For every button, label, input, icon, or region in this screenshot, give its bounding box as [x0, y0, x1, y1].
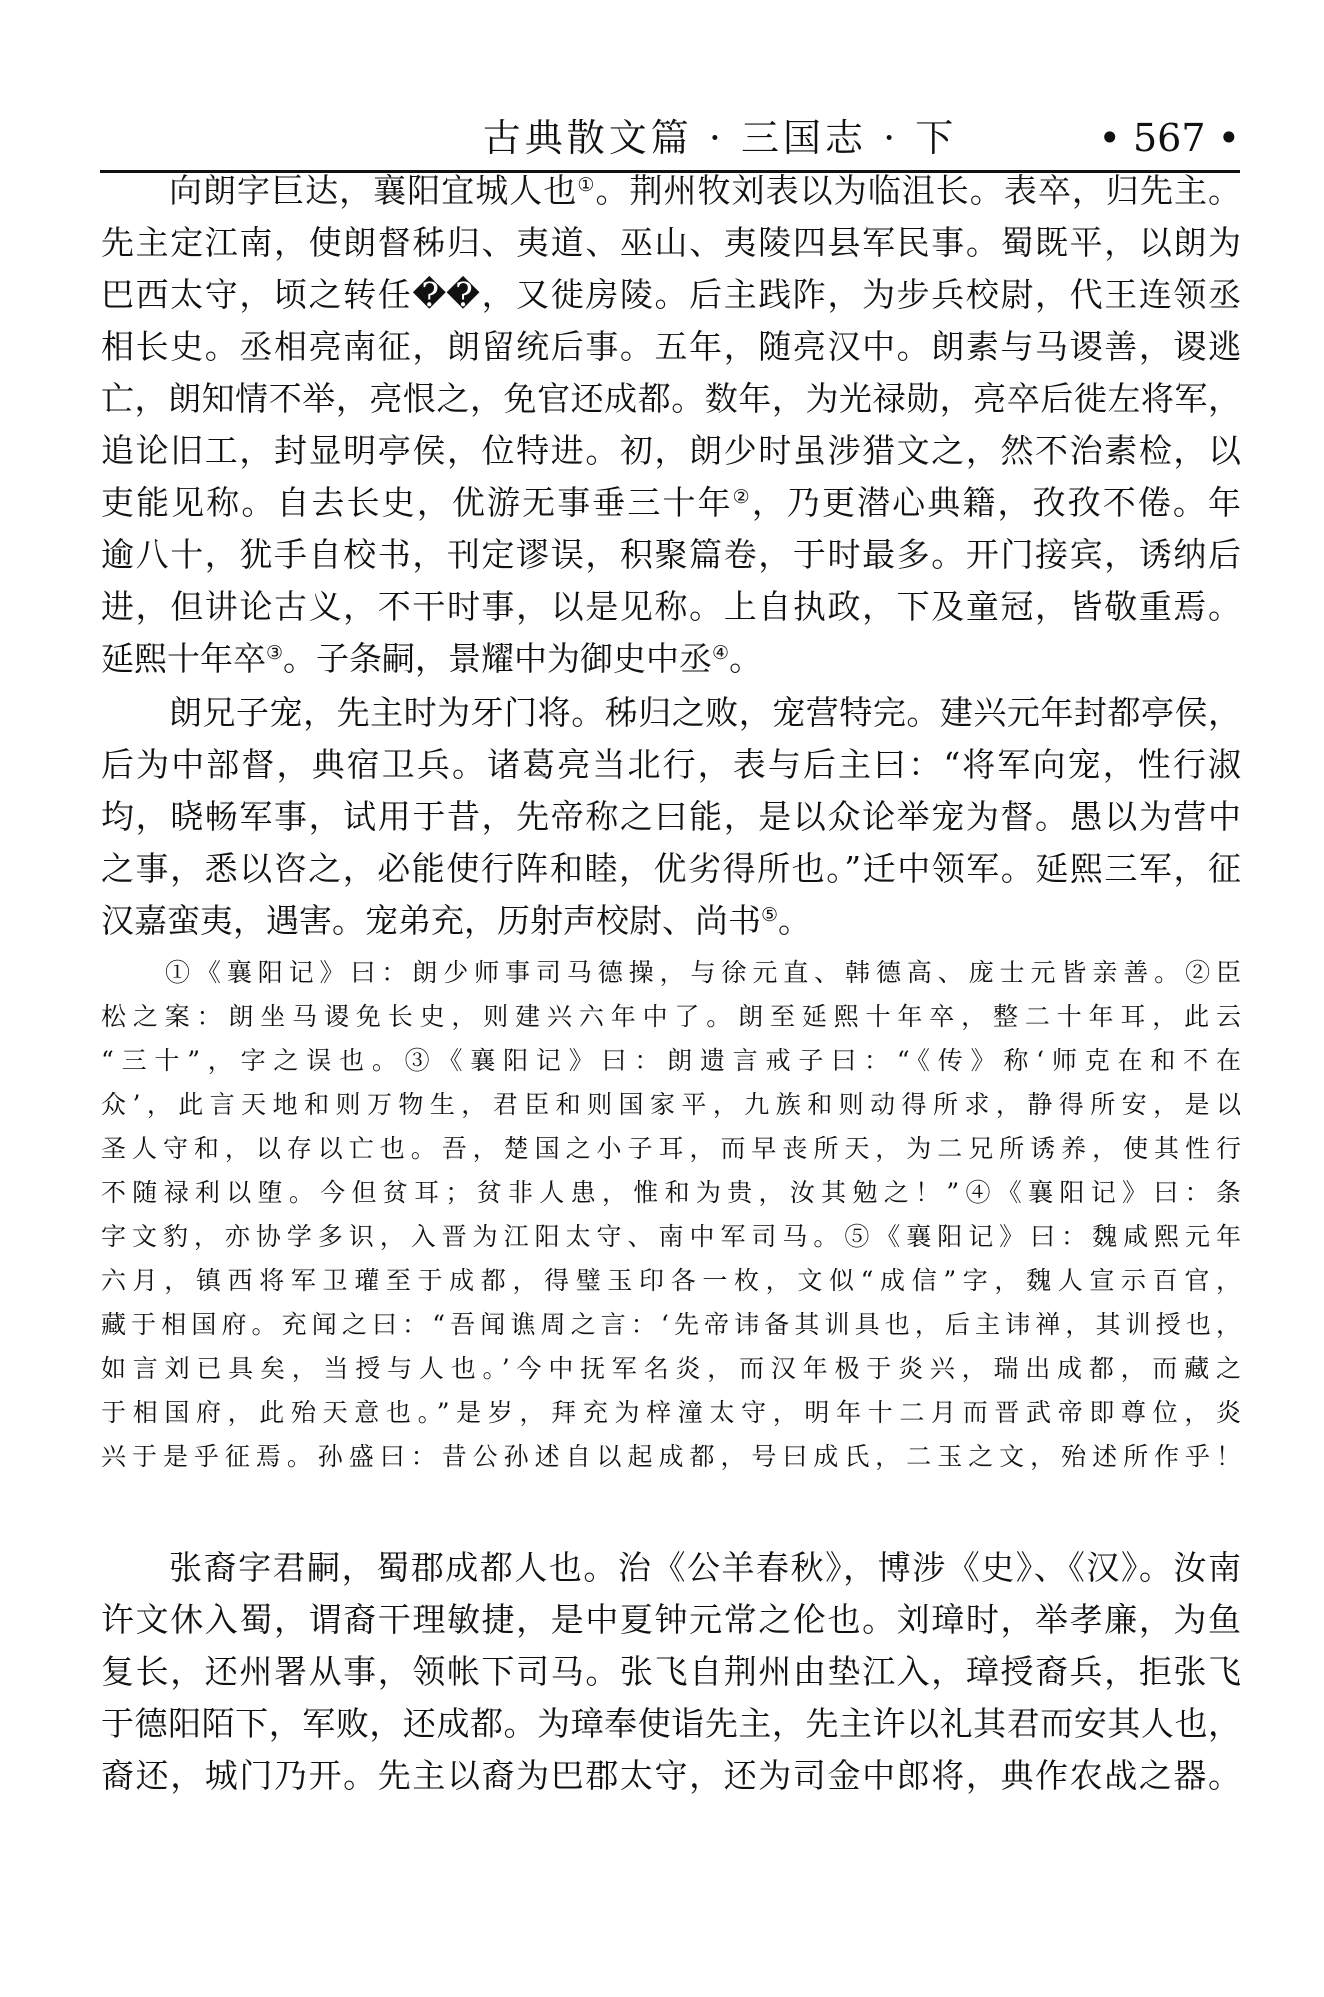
- note-line: “三十”，字之误也。③《襄阳记》曰：朗遗言戒子曰：“《传》称‘师克在和不在: [101, 1046, 1241, 1075]
- body-line: 之事，悉以咨之，必能使行阵和睦，优劣得所也。”迁中领军。延熙三军，征: [101, 849, 1241, 888]
- body-line: 向朗字巨达，襄阳宜城人也①。荆州牧刘表以为临沮长。表卒，归先主。: [169, 171, 1241, 210]
- body-line: 吏能见称。自去长史，优游无事垂三十年②，乃更潜心典籍，孜孜不倦。年: [101, 483, 1241, 522]
- body-line: 逾八十，犹手自校书，刊定谬误，积聚篇卷，于时最多。开门接宾，诱纳后: [101, 535, 1241, 574]
- body-line: 追论旧工，封显明亭侯，位特进。初，朗少时虽涉猎文之，然不治素检，以: [101, 431, 1241, 470]
- body-line: 张裔字君嗣，蜀郡成都人也。治《公羊春秋》，博涉《史》、《汉》。汝南: [169, 1548, 1241, 1587]
- body-line: 于德阳陌下，军败，还成都。为璋奉使诣先主，先主许以礼其君而安其人也，: [101, 1704, 1241, 1743]
- footnote-marker[interactable]: ③: [266, 642, 284, 664]
- note-line: 兴于是乎征焉。孙盛曰：昔公孙述自以起成都，号曰成氏，二玉之文，殆述所作乎！: [101, 1442, 1241, 1471]
- body-line: 朗兄子宠，先主时为牙门将。秭归之败，宠营特完。建兴元年封都亭侯，: [169, 693, 1241, 732]
- body-line: 后为中部督，典宿卫兵。诸葛亮当北行，表与后主曰：“将军向宠，性行淑: [101, 745, 1241, 784]
- note-line: 不随禄利以堕。今但贫耳；贫非人患，惟和为贵，汝其勉之！”④《襄阳记》曰：条: [101, 1178, 1241, 1207]
- footnote-marker[interactable]: ④: [712, 642, 730, 664]
- body-line: 先主定江南，使朗督秭归、夷道、巫山、夷陵四县军民事。蜀既平，以朗为: [101, 223, 1241, 262]
- page-number: • 567 •: [1098, 116, 1240, 160]
- body-line: 巴西太守，顷之转任��，又徙房陵。后主践阼，为步兵校尉，代王连领丞: [101, 275, 1241, 314]
- body-line: 相长史。丞相亮南征，朗留统后事。五年，随亮汉中。朗素与马谡善，谡逃: [101, 327, 1241, 366]
- body-line: 汉嘉蛮夷，遇害。宠弟充，历射声校尉、尚书⑤。: [101, 901, 812, 940]
- note-line: 松之案：朗坐马谡免长史，则建兴六年中了。朗至延熙十年卒，整二十年耳，此云: [101, 1002, 1241, 1031]
- note-line: 如言刘已具矣，当授与人也。’今中抚军名炎，而汉年极于炎兴，瑞出成都，而藏之: [101, 1354, 1241, 1383]
- running-title: 古典散文篇 · 三国志 · 下: [482, 116, 958, 160]
- body-line: 亡，朗知情不举，亮恨之，免官还成都。数年，为光禄勋，亮卒后徙左将军，: [101, 379, 1241, 418]
- body-line: 进，但讲论古义，不干时事，以是见称。上自执政，下及童冠，皆敬重焉。: [101, 587, 1241, 626]
- note-line: 圣人守和，以存以亡也。吾，楚国之小子耳，而早丧所天，为二兄所诱养，使其性行: [101, 1134, 1241, 1163]
- footnote-marker[interactable]: ②: [732, 486, 752, 508]
- body-line: 均，晓畅军事，试用于昔，先帝称之曰能，是以众论举宠为督。愚以为营中: [101, 797, 1241, 836]
- body-line: 许文休入蜀，谓裔干理敏捷，是中夏钟元常之伦也。刘璋时，举孝廉，为鱼: [101, 1600, 1241, 1639]
- body-line: 复长，还州署从事，领帐下司马。张飞自荆州由垫江入，璋授裔兵，拒张飞: [101, 1652, 1241, 1691]
- note-line: 藏于相国府。充闻之曰：“吾闻谯周之言：‘先帝讳备其训具也，后主讳禅，其训授也，: [101, 1310, 1241, 1339]
- body-line: 延熙十年卒③。子条嗣，景耀中为御史中丞④。: [101, 639, 763, 678]
- note-line: 六月，镇西将军卫瓘至于成都，得璧玉印各一枚，文似“成信”字，魏人宣示百官，: [101, 1266, 1241, 1295]
- footnote-marker[interactable]: ⑤: [761, 904, 779, 926]
- body-line: 裔还，城门乃开。先主以裔为巴郡太守，还为司金中郎将，典作农战之器。: [101, 1756, 1241, 1795]
- running-header: [100, 110, 1240, 166]
- note-line: 众’，此言天地和则万物生，君臣和则国家平，九族和则动得所求，静得所安，是以: [101, 1090, 1241, 1119]
- footnote-marker[interactable]: ①: [577, 174, 596, 196]
- note-line: ①《襄阳记》曰：朗少师事司马德操，与徐元直、韩德高、庞士元皆亲善。②臣: [165, 958, 1241, 987]
- note-line: 于相国府，此殆天意也。”是岁，拜充为梓潼太守，明年十二月而晋武帝即尊位，炎: [101, 1398, 1241, 1427]
- note-line: 字文豹，亦协学多识，入晋为江阳太守、南中军司马。⑤《襄阳记》曰：魏咸熙元年: [101, 1222, 1241, 1251]
